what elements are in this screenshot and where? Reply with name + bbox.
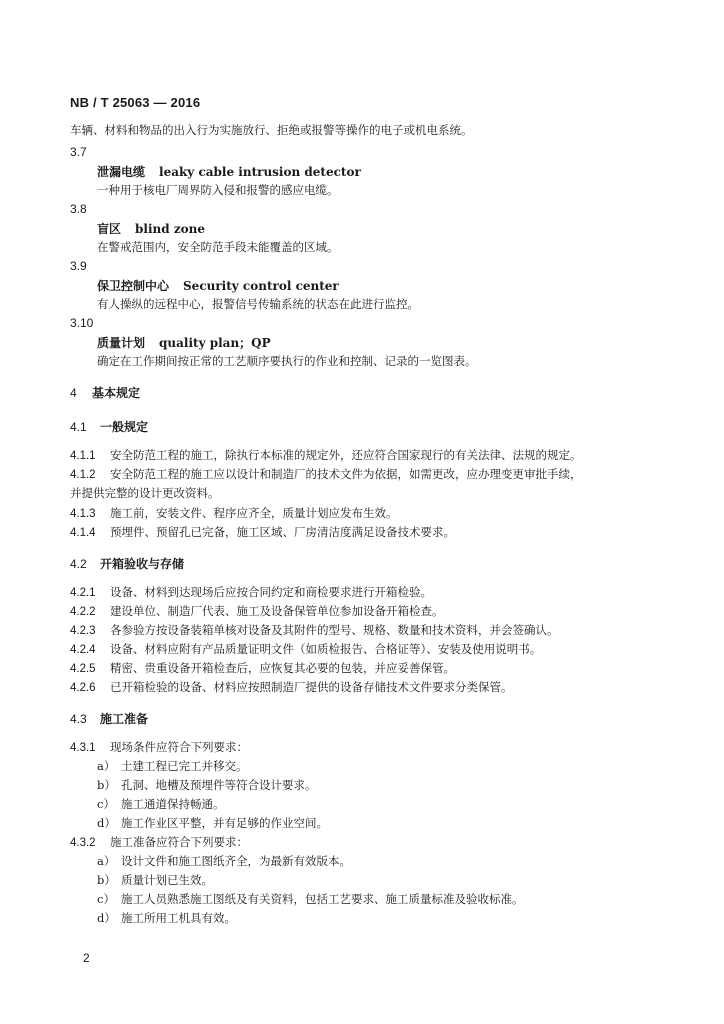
term-zh: 盲区 [97,222,122,236]
clause-continuation: 并提供完整的设计更改资料。 [70,486,220,500]
term-number: 3.8 [70,202,87,216]
clause [70,641,541,657]
clause-number: 4.2.2 [70,606,96,618]
list-marker: c） [97,797,115,811]
clause [70,622,559,638]
clause [70,603,444,619]
section-title: 基本规定 [92,386,141,400]
clause-text: 施工准备应符合下列要求： [110,835,248,849]
subsection-heading [70,710,148,727]
clause-number: 4.1.1 [70,450,96,462]
list-marker: b） [97,778,116,792]
term-zh: 质量计划 [97,336,146,350]
section-number: 4 [70,386,77,400]
term-title [97,334,271,351]
list-item [97,891,524,907]
clause [70,679,513,695]
list-item-text: 孔洞、地槽及预埋件等符合设计要求。 [121,778,317,792]
term-zh: 保卫控制中心 [97,279,170,293]
list-marker: a） [97,759,116,773]
clause-text: 建设单位、制造厂代表、施工及设备保管单位参加设备开箱检查。 [110,604,444,618]
term-title [97,220,205,237]
list-marker: c） [97,892,115,906]
clause-text: 设备、材料应附有产品质量证明文件（如质检报告、合格证等）、安装及使用说明书。 [110,642,542,656]
term-en: Security control center [183,279,339,293]
clause-number: 4.3.1 [70,742,96,754]
clause-text: 设备、材料到达现场后应按合同约定和商检要求进行开箱检验。 [110,585,432,599]
subsection-number: 4.1 [70,420,87,434]
list-item-text: 施工所用工机具有效。 [121,911,236,925]
subsection-title: 开箱验收与存储 [100,557,185,571]
term-en: blind zone [135,222,205,236]
clause-number: 4.2.4 [70,644,96,656]
subsection-number: 4.3 [70,712,87,726]
clause [70,447,582,463]
clause-number: 4.2.6 [70,682,96,694]
list-marker: b） [97,873,116,887]
page-number: 2 [83,951,90,965]
clause [70,660,455,676]
term-zh: 泄漏电缆 [97,165,146,179]
term-title [97,163,361,180]
clause-text: 安全防范工程的施工应以设计和制造厂的技术文件为依据，如需更改，应办理变更审批手续， [110,467,582,481]
term-en: quality plan；QP [159,336,271,350]
list-marker: a） [97,854,116,868]
list-item [97,910,236,926]
list-marker: d） [97,911,116,925]
clause-text: 精密、贵重设备开箱检查后，应恢复其必要的包装，并应妥善保管。 [110,661,455,675]
clause-text: 安全防范工程的施工，除执行本标准的规定外，还应符合国家现行的有关法律、法规的规定。 [110,448,582,462]
term-number: 3.10 [70,316,94,330]
subsection-title: 施工准备 [100,712,149,726]
term-number: 3.9 [70,259,87,273]
standard-code-header: NB / T 25063 — 2016 [70,95,201,110]
list-item [97,758,248,774]
list-item-text: 土建工程已完工并移交。 [121,759,248,773]
clause [70,466,582,482]
subsection-title: 一般规定 [100,420,149,434]
clause-number: 4.2.3 [70,625,96,637]
clause [70,584,432,600]
clause [70,739,248,755]
list-item [97,853,351,869]
subsection-heading [70,418,148,435]
clause-number: 4.2.1 [70,587,96,599]
clause-text: 已开箱检验的设备、材料应按照制造厂提供的设备存储技术文件要求分类保管。 [110,680,513,694]
list-item [97,777,317,793]
subsection-heading [70,555,184,572]
term-definition: 确定在工作期间按正常的工艺顺序要执行的作业和控制、记录的一览图表。 [97,354,477,368]
clause-number: 4.1.2 [70,469,96,481]
continuation-line: 车辆、材料和物品的出入行为实施放行、拒绝或报警等操作的电子或机电系统。 [70,123,473,137]
term-number: 3.7 [70,145,87,159]
term-definition: 在警戒范围内，安全防范手段未能覆盖的区域。 [97,240,339,254]
clause [70,834,248,850]
list-item [97,796,225,812]
list-marker: d） [97,816,116,830]
list-item-text: 施工通道保持畅通。 [121,797,225,811]
clause-text: 各参验方按设备装箱单核对设备及其附件的型号、规格、数量和技术资料，并会签确认。 [110,623,559,637]
list-item-text: 施工人员熟悉施工图纸及有关资料，包括工艺要求、施工质量标准及验收标准。 [121,892,524,906]
section-heading [70,384,140,401]
clause [70,524,455,540]
list-item-text: 施工作业区平整，并有足够的作业空间。 [121,816,328,830]
term-en: leaky cable intrusion detector [159,165,361,179]
clause-number: 4.3.2 [70,837,96,849]
clause [70,505,398,521]
clause-text: 施工前，安装文件、程序应齐全，质量计划应发布生效。 [110,506,398,520]
list-item [97,872,213,888]
clause-number: 4.2.5 [70,663,96,675]
list-item-text: 质量计划已生效。 [121,873,213,887]
list-item-text: 设计文件和施工图纸齐全，为最新有效版本。 [121,854,351,868]
term-definition: 有人操纵的远程中心，报警信号传输系统的状态在此进行监控。 [97,297,419,311]
term-title [97,277,339,294]
clause-text: 现场条件应符合下列要求： [110,740,248,754]
clause-text: 预埋件、预留孔已完备，施工区域、厂房清洁度满足设备技术要求。 [110,525,455,539]
term-definition: 一种用于核电厂周界防入侵和报警的感应电缆。 [97,183,339,197]
clause-number: 4.1.4 [70,527,96,539]
list-item [97,815,328,831]
clause-number: 4.1.3 [70,508,96,520]
subsection-number: 4.2 [70,557,87,571]
